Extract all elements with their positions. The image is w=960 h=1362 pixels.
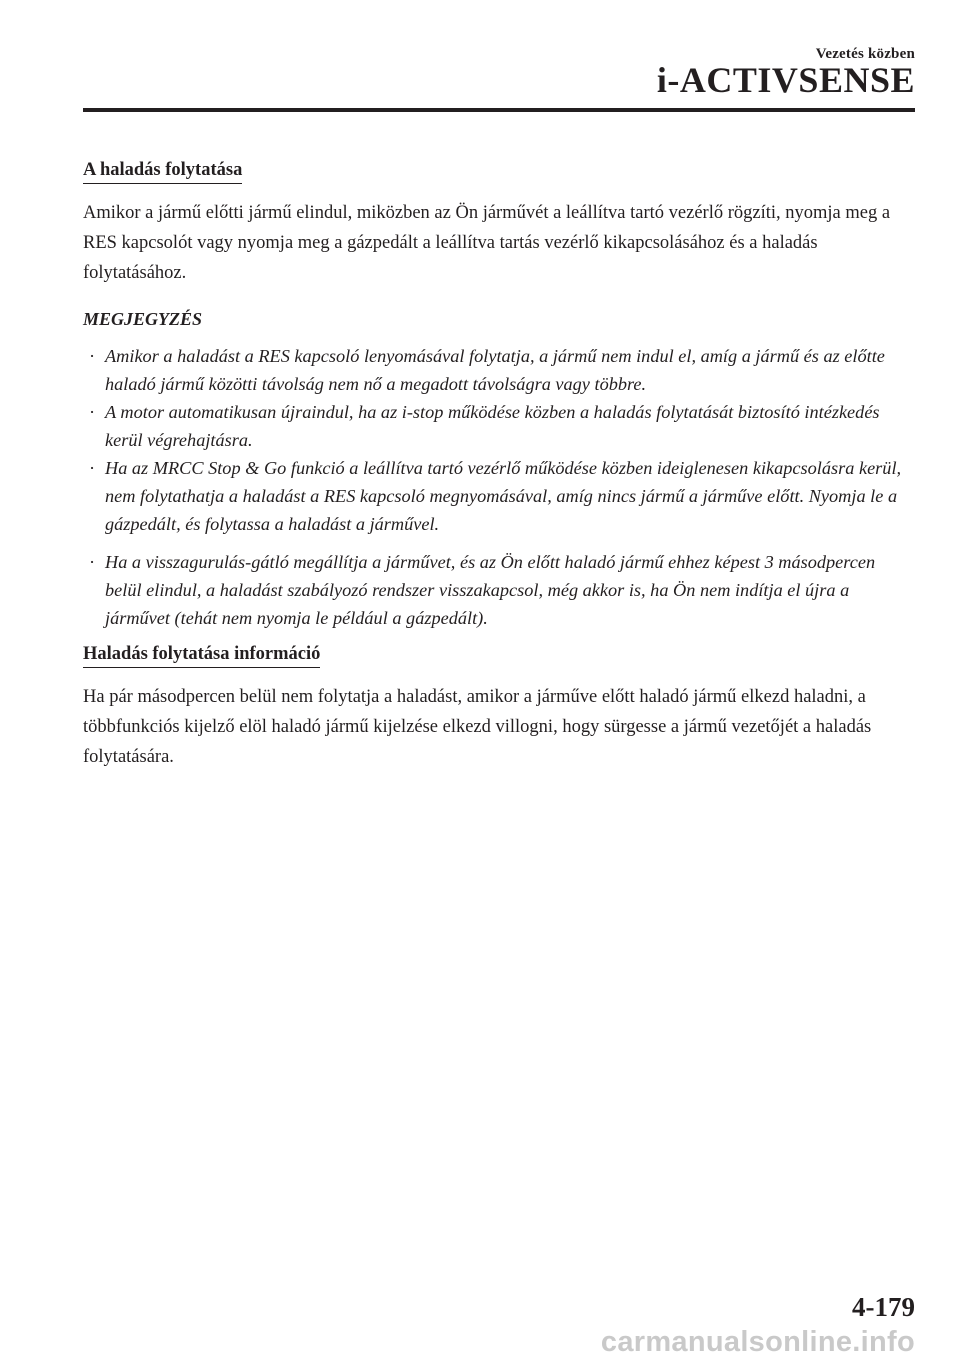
- bullet-icon: ·: [89, 346, 96, 366]
- note-item-text: Ha az MRCC Stop & Go funkció a leállítva tartó vezérlő működése közben ideiglenesen kikapcsolásra kerül, nem folytathatja a haladást a RES kapcsoló megnyomásával, amíg nincs jármű a járműve előtt. Nyomja le a gázpedált, és folytassa a haladást a járművel.: [105, 458, 902, 534]
- note-item-text: A motor automatikusan újraindul, ha az i-stop működése közben a haladás folytatását biztosító intézkedés kerül végrehajtásra.: [105, 402, 880, 450]
- note-heading: MEGJEGYZÉS: [83, 309, 203, 329]
- bullet-icon: ·: [89, 402, 96, 422]
- page-number: 4-179: [852, 1292, 915, 1322]
- section-heading-info: Haladás folytatása információ: [83, 644, 320, 668]
- section-heading-resume: A haladás folytatása: [83, 160, 242, 184]
- page-content: [83, 160, 915, 772]
- note-item: [83, 454, 915, 538]
- note-item-text: Ha a visszagurulás-gátló megállítja a járművet, és az Ön előtt haladó jármű ehhez képest 3 másodpercen belül elindul, a haladást szabályozó rendszer visszakapcsol, még akkor is, ha Ön nem indítja el újra a járművet (tehát nem nyomja le például a gázpedált).: [105, 552, 876, 628]
- note-item: [83, 342, 915, 398]
- section-paragraph-info: Ha pár másodpercen belül nem folytatja a haladást, amikor a járműve előtt haladó jármű elkezd haladni, a többfunkciós kijelző elöl haladó jármű kijelzése elkezd villogni, hogy sürgesse a jármű vezetőjét a haladás folytatására.: [83, 687, 872, 767]
- bullet-icon: ·: [89, 458, 96, 478]
- note-item-text: Amikor a haladást a RES kapcsoló lenyomásával folytatja, a jármű nem indul el, amíg a jármű és az előtte haladó jármű közötti távolság nem nő a megadott távolságra vagy többre.: [105, 346, 885, 394]
- note-list: [83, 342, 915, 632]
- bullet-icon: ·: [89, 552, 96, 572]
- section-paragraph-resume: Amikor a jármű előtti jármű elindul, miközben az Ön járművét a leállítva tartó vezérlő rögzíti, nyomja meg a RES kapcsolót vagy nyomja meg a gázpedált a leállítva tartás vezérlő kikapcsolásához és a haladás folytatásához.: [83, 203, 891, 283]
- note-item: [83, 548, 915, 632]
- header-divider: [83, 108, 915, 112]
- chapter-label: Vezetés közben: [815, 46, 915, 62]
- watermark: carmanualsonline.info: [600, 1326, 915, 1358]
- section-title: i-ACTIVSENSE: [656, 60, 915, 100]
- note-item: [83, 398, 915, 454]
